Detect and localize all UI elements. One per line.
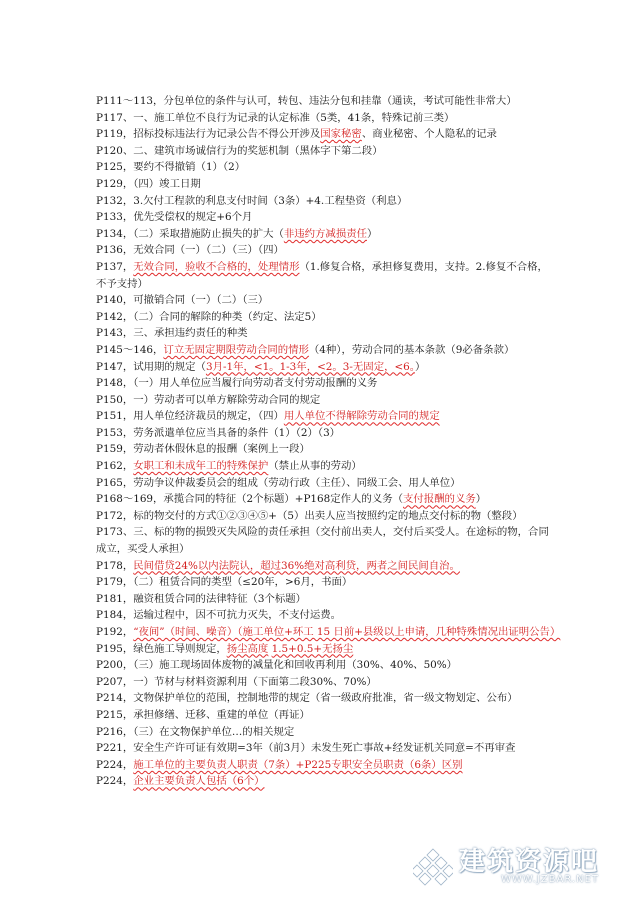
text-segment: P215，承担修缮、迁移、重建的单位（再证） [96,708,310,721]
text-line [96,392,556,409]
text-segment: P134，（二）采取措施防止损失的扩大（ [96,227,284,240]
text-segment: ） [414,360,426,373]
text-line [96,342,556,359]
text-line [96,524,556,557]
text-segment: P172，标的物交付的方式①②③④⑤+（5）出卖人应当按照约定的地点交付标的物（整段） [96,509,523,522]
text-line [96,425,556,442]
text-segment: （禁止从事的劳动） [268,460,362,473]
text-segment: P140，可撤销合同（一）（二）（三） [96,294,269,307]
text-line [96,707,556,724]
text-segment: P150，一）劳动者可以单方解除劳动合同的规定 [96,393,321,406]
text-segment: P142，（二）合同的解除的种类（约定、法定5） [96,310,322,323]
highlighted-text: 用人单位不得解除劳动合同的规定 [283,410,440,423]
text-segment: P165，劳动争议仲裁委员会的组成（劳动行政（主任）、同级工会、用人单位） [96,476,461,489]
text-segment: P151，用人单位经济裁员的规定，（四） [96,410,284,423]
text-segment: P143，三、承担违约责任的种类 [96,327,248,340]
text-segment: P111～113，分包单位的条件与认可，转包、违法分包和挂靠（通读，考试可能性非常大） [96,95,517,107]
text-segment: （4种），劳动合同的基本条款（9必备条款） [308,343,515,356]
text-line [96,408,556,425]
text-segment: P137， [96,260,134,273]
document-body [96,93,561,790]
text-line [96,508,556,525]
text-line [96,690,556,707]
text-segment: P147，试用期的规定（ [96,360,206,373]
text-line [96,641,556,658]
text-line [96,325,556,342]
text-segment: P207，一）节材与材料资源利用（下面第二段30%、70%） [96,675,377,688]
text-segment: P168～169，承揽合同的特征（2个标题）+P168定作人的义务（ [96,493,403,506]
text-segment: P120、二、建筑市场诚信行为的奖惩机制（黑体字下第二段） [96,144,383,157]
watermark-brand: 建筑资源吧 [459,847,600,877]
text-segment: P125，要约不得撤销（1）（2） [96,161,246,174]
text-line [96,475,556,492]
text-segment: P119，招标投标违法行为记录公告不得公开涉及 [96,128,321,141]
text-segment: P178， [96,559,134,572]
highlighted-text: 国家秘密 [320,128,362,141]
diamond-grid-icon [413,847,453,887]
text-segment: P195，绿色施工导则规定， [96,642,227,655]
text-segment: P192， [96,626,134,638]
text-segment: ） [475,493,487,506]
text-line [96,441,556,458]
text-segment: P181，融资租赁合同的法律特征（3个标题） [96,592,307,605]
text-segment: P179，（二）租赁合同的类型（≤20年，>6月，书面） [96,576,353,589]
highlighted-text: 施工单位的主要负责人职责（7条）+P225专职安全员职责（6条）区别 [133,758,463,771]
text-line [96,674,556,691]
highlighted-text: 订立无固定期限劳动合同的情形 [163,343,309,356]
text-segment: P148，（一）用人单位应当履行向劳动者支付劳动报酬的义务 [96,377,378,390]
highlighted-text: 企业主要负责人包括（6个） [133,775,265,788]
watermark [413,847,628,887]
text-segment: P136，无效合同（一）（二）（三）（四） [96,244,284,257]
text-line [96,193,556,210]
text-segment: P162， [96,460,134,473]
text-line [96,242,556,259]
text-segment: P224， [96,775,134,788]
highlighted-text: 支付报酬的义务 [403,493,476,506]
text-segment: （1.修复合格，承担修复费用，支持。2.修复不合格，不予支持） [96,260,548,290]
text-line [96,624,561,641]
highlighted-text: 民间借贷24%以内法院认，超过36%绝对高利贷，两者之间民间自治。 [133,559,460,572]
highlighted-text: 1.5+0.5+无扬尘 [271,642,354,655]
text-line [96,458,556,475]
text-line [96,143,556,160]
text-segment: P129，（四）竣工日期 [96,177,201,190]
text-line [96,375,556,392]
text-segment: P216，（三）在文物保护单位…的相关规定 [96,725,295,738]
text-line [96,226,556,243]
watermark-url: WWW.JZBAR.NET [501,874,600,885]
text-segment: P159，劳动者休假休息的报酬（案例上一段） [96,443,310,456]
text-segment: P132，3.欠付工程款的利息支付时间（3条）+4.工程垫资（利息） [96,194,408,207]
text-line [96,159,556,176]
text-segment: P224， [96,758,134,771]
text-line [96,724,556,741]
text-line [96,359,556,376]
text-line [96,292,556,309]
text-segment: 、商业秘密、个人隐私的记录 [361,128,497,141]
highlighted-text: 非违约方减损责任 [283,227,367,240]
highlighted-text: 无效合同，验收不合格的，处理情形 [133,260,300,273]
text-line [96,607,556,624]
text-line [96,740,556,757]
text-line [96,209,556,226]
text-segment: P117、一、施工单位不良行为记录的认定标准（5类，41条，特殊记前三类） [96,111,455,124]
text-segment: P153，劳务派遣单位应当具备的条件（1）（2）（3） [96,426,341,439]
text-line [96,126,556,143]
text-line [96,574,556,591]
text-segment: P221，安全生产许可证有效期=3年（前3月）未发生死亡事故+经发证机关同意=不再审查 [96,742,516,755]
highlighted-text: 女职工和未成年工的特殊保护 [133,460,269,473]
text-line [96,657,556,674]
text-segment: P200，（三）施工现场固体废物的减量化和回收再利用（30%、40%、50%） [96,659,458,672]
highlighted-text: “夜间”（时间、噪音）（施工单位+环工 15 日前+县级以上申请，几种特殊情况出证明公告） [133,626,561,638]
text-line [96,309,556,326]
text-segment: P173、三、标的物的损毁灭失风险的责任承担（交付前出卖人，交付后买受人。在途标的物，合同成立，买受人承担） [96,526,549,556]
text-segment: ） [367,227,378,240]
text-segment: P184，运输过程中，因不可抗力灭失，不支付运费。 [96,609,342,622]
highlighted-text: 3月-1年，<1。1-3年，<2。3-无固定，<6。 [205,360,415,373]
text-segment: P145～146， [96,343,164,356]
text-line [96,773,556,790]
text-line [96,558,556,575]
text-line [96,491,556,508]
text-line [96,591,556,608]
text-segment: P133，优先受偿权的规定+6个月 [96,211,253,224]
text-line [96,93,556,110]
text-line [96,176,556,193]
text-line [96,259,556,292]
highlighted-text: 扬尘高度 [226,642,269,655]
text-segment: P214，文物保护单位的范围，控制地带的规定（省一级政府批准，省一级文物划定、公布） [96,692,518,705]
text-line [96,757,556,774]
text-line [96,110,556,127]
